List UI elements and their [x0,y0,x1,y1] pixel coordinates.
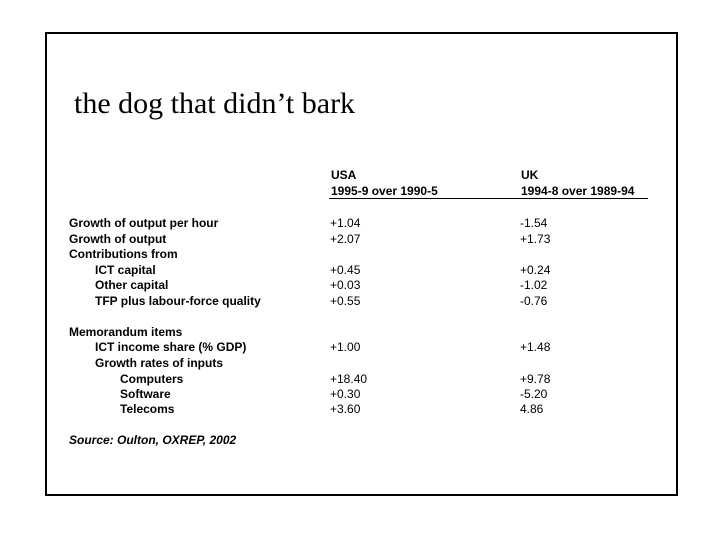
header-rule [329,198,648,199]
row-uk-ict-income: +1.48 [520,340,551,354]
header-uk-period: 1994-8 over 1989-94 [521,184,635,198]
row-uk-computers: +9.78 [520,372,551,386]
row-label-output: Growth of output [69,232,167,246]
row-usa-telecoms: +3.60 [330,402,361,416]
row-uk-telecoms: 4.86 [520,402,544,416]
row-usa-other-capital: +0.03 [330,278,361,292]
slide-frame [45,32,678,496]
header-usa-period: 1995-9 over 1990-5 [331,184,438,198]
row-uk-software: -5.20 [520,387,548,401]
row-label-output-per-hour: Growth of output per hour [69,216,219,230]
row-usa-output-per-hour: +1.04 [330,216,361,230]
header-uk-country: UK [521,168,539,182]
row-label-software: Software [120,387,171,401]
row-usa-software: +0.30 [330,387,361,401]
row-usa-ict-capital: +0.45 [330,263,361,277]
row-label-tfp: TFP plus labour-force quality [95,294,261,308]
row-label-other-capital: Other capital [95,278,169,292]
header-usa-country: USA [331,168,357,182]
row-label-memo: Memorandum items [69,325,183,339]
row-uk-output: +1.73 [520,232,551,246]
row-label-growth-inputs: Growth rates of inputs [95,356,224,370]
data-table [47,34,676,494]
row-uk-tfp: -0.76 [520,294,548,308]
row-uk-ict-capital: +0.24 [520,263,551,277]
source-note: Source: Oulton, OXREP, 2002 [69,433,237,447]
row-label-computers: Computers [120,372,184,386]
row-uk-output-per-hour: -1.54 [520,216,548,230]
row-label-telecoms: Telecoms [120,402,175,416]
row-uk-other-capital: -1.02 [520,278,548,292]
row-usa-output: +2.07 [330,232,361,246]
row-label-ict-income: ICT income share (% GDP) [95,340,247,354]
row-usa-tfp: +0.55 [330,294,361,308]
row-usa-computers: +18.40 [330,372,368,386]
slide-title: the dog that didn’t bark [74,87,356,120]
row-label-ict-capital: ICT capital [95,263,156,277]
row-usa-ict-income: +1.00 [330,340,361,354]
row-label-contributions: Contributions from [69,247,178,261]
